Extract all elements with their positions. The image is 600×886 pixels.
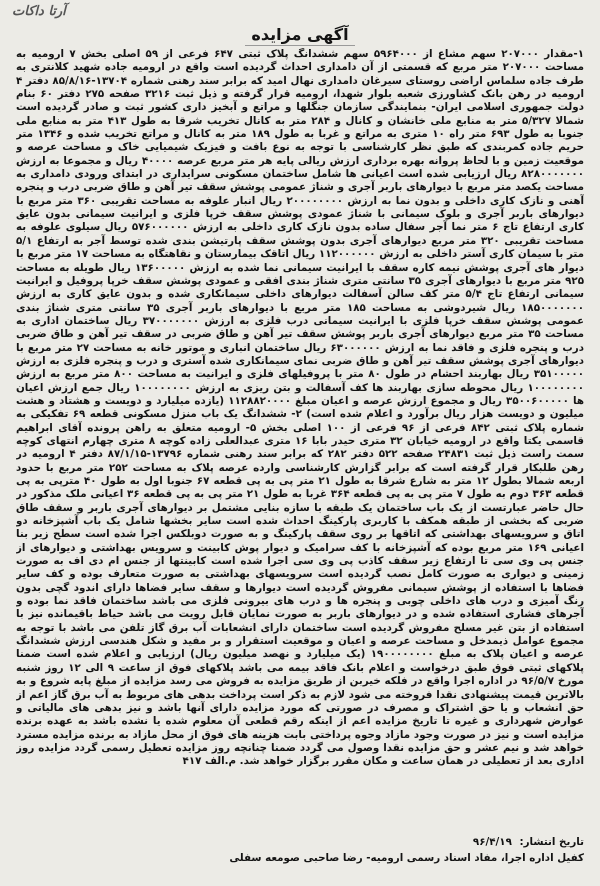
publication-date-line [16,836,584,848]
notice-title: آگهی مزایده [245,24,354,46]
notice-title-container [0,24,600,46]
notice-body-paragraph: ۱-مقدار ۲۰۷۰۰۰ سهم مشاع از ۵۹۶۴۰۰۰ سهم ششدانگ پلاک ثبتی ۶۴۷ فرعی از ۵۹ اصلی بخش ۷ ارومیه به مساحت ۲۰۷۰۰۰ متر مربع که قسمتی از آن دامداری احداث گردیده است واقع در ارومیه جاده شهید کلانتری به طرف جاده سلماس اراضی روستای سیرغان دامداری نهال امید که برابر سند رهنی شماره ۱۳۷۰۴-۸۵/۸/۱۶ دفتر ۴ ارومیه در رهن بانک کشاورزی شعبه بلوار شهدا، ارومیه قرار گرفته و ذیل ثبت ۳۲۱۶ صفحه ۲۷۵ دفتر ۶۰ بنام دولت جمهوری اسلامی ایران- بنمایندگی سازمان جنگلها و مراتع و آبخیز داری کشور ثبت و صادر گردیده است شمالا ۵/۳۲۷ متر به منابع ملی خانشان و کانال و ۲۸۴ متر به کانال تخریب شرقا به طول ۴۱۳ متر به منابع ملی جنوبا به طول ۶۹۳ متر راه ۱۰ متری به مراتع و غربا به طول ۱۸۹ متر به کانال و مراتع تخریب شده و ۱۳۴۶ متر حریم جاده کمربندی که طبق نظر کارشناسی با توجه به نوع بافت و فیزیک شیمیایی خاک و مساحت عرصه و موقعیت زمین و با لحاظ پروانه بهره برداری ارزش ریالی پایه هر متر مربع عرصه ۴۰۰۰۰ ریال و مجموعا به ارزش ۸۲۸۰۰۰۰۰۰۰ ریال ارزیابی شده است اعیانی ها شامل ساختمان مسکونی سرایداری در ابتدای ورودی دامداری به مساحت یکصد متر مربع با دیوارهای باربر آجری و شناژ عمومی پوشش سقف تیر آهن و طاق ضربی درب و پنجره آهنی و نازک کاری داخلی و بدون نما به ارزش ۲۰۰۰۰۰۰۰۰ ریال انبار علوفه به مساحت تقریبی ۳۶۰ متر مربع با دیوارهای باربر آجری و بلوک سیمانی با شناژ عمودی پوشش سقف خرپا فلزی و ایرانیت سیمانی بدون عایق کاری ارتفاع تاج ۶ متر نما آجر سفال ساده بدون نازک کاری داخلی به ارزش ۵۷۶۰۰۰۰۰۰ ریال سیلوی علوفه به مساحت تقریبی ۳۲۰ متر مربع دیوارهای آجری بدون پوشش سقف پارتیشن بندی شده توسط آجر به ارتفاع ۵/۱ متر با سیمان کاری آستر داخلی به ارزش ۱۱۲۰۰۰۰۰۰ ریال اتاقک بیمارستان و نقاهتگاه به مساحت ۱۷ متر مربع با دیوار های آجری پوشش نیمه کاره سقف با ایرانیت سیمانی نما شده به ارزش ۱۳۶۰۰۰۰۰ ریال طویله به مساحت ۹۲۵ متر مربع با دیوارهای آجری ۳۵ سانتی متری شناژ بندی افقی و عمودی پوشش سقف خرپا پروفیل و ایرانیت سیمانی ارتفاع تاج ۵/۴ متر کف سالن آسفالت دیوارهای داخلی سیمانکاری شده و بدون عایق کاری به ارزش ۱۸۵۰۰۰۰۰۰۰ ریال شیردوشی به مساحت ۱۸۵ متر مربع با دیوارهای باربر آجری ۳۵ سانتی متری شناژ بندی عمومی پوشش سقف خرپا فلزی با ایرانیت سیمانی درب فلزی به ارزش ۳۷۰۰۰۰۰۰۰ ریال ساختمان اداری به مساحت ۳۵ متر مربع دیوارهای آجری باربر پوشش سقف تیر آهن و طاق ضربی در سقف تیر آهن و طاق ضربی درب و پنجره فلزی و فاقد نما به ارزش ۶۳۰۰۰۰۰۰ ریال ساختمان انباری و موتور خانه به مساحت ۲۷ متر مربع با دیوارهای آجری پوشش سقف تیر آهن و طاق ضربی نمای سیمانکاری شده آستری و درب و پنجره فلزی به ارزش ۳۵۱۰۰۰۰۰ ریال بهاربند احشام در طول ۸۰ متر با پروفیلهای فلزی و ایرانیت به مساحت ۸۰۰ متر مربع به ارزش ۱۰۰۰۰۰۰۰۰ ریال محوطه سازی بهاربند ها کف آسفالت و بتن ریزی به ارزش ۱۰۰۰۰۰۰۰۰ ریال جمع ارزش اعیان ها ۳۵۰۰۶۰۰۰۰۰ ریال و مجموع ارزش عرصه و اعیان مبلغ ۱۱۲۸۸۲۰۰۰۰ (یازده میلیارد و دویست و هشتاد و هشت میلیون و دویست هزار ریال برآورد و اعلام شده است) ۲- ششدانگ یک باب منزل مسکونی قطعه ۶۹ تفکیکی به شماره پلاک ثبتی ۸۴۲ فرعی از ۹۶ فرعی از ۱۰۰ اصلی بخش ۵- ارومیه متعلق به راهن پرونده آقای ابراهیم قاسمی یکتا واقع در ارومیه خیابان ۳۲ متری حیدر بابا ۱۶ متری عبدالعلی زاده کوچه ۸ متری چهارم انتهای کوچه سمت راست ذیل ثبت ۲۴۸۳۱ صفحه ۵۲۲ دفتر ۲۸۲ که برابر سند رهنی شماره ۱۳۷۹۶-۸۷/۱/۱۵ دفتر ۴ ارومیه در رهن طلبکار قرار گرفته است که برابر گزارش کارشناسی وارده عرصه پلاک به مساحت ۲۵۲ متر مربع با حدود اربعه شمالا بطول ۱۲ متر به شارع شرقا به طول ۲۱ متر پی به پی قطعه ۶۷ جنوبا اول به طول ۴۰ مترپی به پی قطعه ۳۶۳ دوم به طول ۷ متر پی به پی قطعه ۳۶۴ غربا به طول ۲۱ متر پی به پی قطعه ۳۶ اعیانی ملک مذکور در حال حاضر عبارتست از یک باب ساختمان یک طبقه با سازه بنایی مشتمل بر دیوارهای آجری باربر و سقف طاق ضربی که بخشی از طبقه همکف با کاربری پارکینگ احداث شده است سایر بخشها شامل یک باب آشپزخانه دو اتاق و سرویسهای بهداشتی که اتاقها بر روی سقف پارکینگ و به صورت دوبلکس اجرا شده است سطح زیر بنا اعیانی ۱۶۹ متر مربع بوده که آشپزخانه با کف سرامیک و دیوار پوش کابینت و سرویس بهداشتی و دیوارهای از جنس پی وی سی تا ارتفاع زیر سقف کاذب پی وی سی اجرا شده است کابینتها از جنس ام دی اف به صورت زمینی و دیواری به صورت کامل نصب گردیده است سرویسهای بهداشتی به صورت متعارف بوده و کف سایر فضاها با استفاده از پوشش سیمانی مفروش گردیده است دیوارها و سقف سایر فضاها دارای اندود گچی بدون رنگ آمیزی و درب های داخلی چوبی و پنجره ها و درب های بیرونی فلزی می باشد ساختمان فاقد نما بوده و آجرهای فشاری استفاده شده و در دیوارهای باربر به صورت نمایان قابل رویت می باشد حیاط باقیمانده نیز با استفاده از بتن غیر مسلح مفروش گردیده است ساختمان دارای انشعابات آب برق گاز تلفن می باشد با توجه به مجموع عوامل ذیمدخل و مساحت عرصه و اعیان و موقعیت استقرار و بر مفید و شکل هندسی ارزش ششدانگ عرصه و اعیان پلاک به مبلغ ۱۹۰۰۰۰۰۰۰۰ (یک میلیارد و نهصد میلیون ریال) ارزیابی و اعلام شده است ضمنا پلاکهای ثبتی فوق طبق درخواست و اعلام بانک فاقد بیمه می باشد پلاکهای فوق از ساعت ۹ الی ۱۲ روز شنبه مورخ ۹۶/۵/۷ در اداره اجرا واقع در فلکه خیربن از طریق مزایده به فروش می رسد مزایده از مبلغ پایه شروع و به بالاترین قیمت پیشنهادی نقدا فروخته می شود لازم به ذکر است پرداخت بدهی های مربوط به آب برق گاز اعم از حق انشعاب و یا حق اشتراک و مصرف در صورتی که مورد مزایده دارای آنها باشد و نیز بدهی های مالیاتی و عوارض شهرداری و غیره تا تاریخ مزایده اعم از اینکه رقم قطعی آن معلوم شده یا نشده باشد به عهده برنده مزایده است و نیز در صورت وجود مازاد وجوه پرداختی بابت هزینه های فوق از محل مازاد به برنده مزایده مسترد خواهد شد و نیم عشر و حق مزایده نقدا وصول می گردد ضمنا چنانچه روز مزایده تعطیل رسمی گردد مزایده روز اداری بعد از تعطیلی در همان ساعت و مکان مقرر برگزار خواهد شد. م.الف ۴۱۷ [16,48,584,768]
publication-date-label: تاریخ انتشار: [519,836,584,848]
signature-line: کفیل اداره اجرا، مفاد اسناد رسمی ارومیه- رضا صاحبی صومعه سفلی [229,852,584,864]
newspaper-logo: آرتا داکات [12,3,66,19]
masthead [0,0,600,22]
publication-date: ۹۶/۴/۱۹ [472,836,512,848]
notice-body [16,48,584,833]
